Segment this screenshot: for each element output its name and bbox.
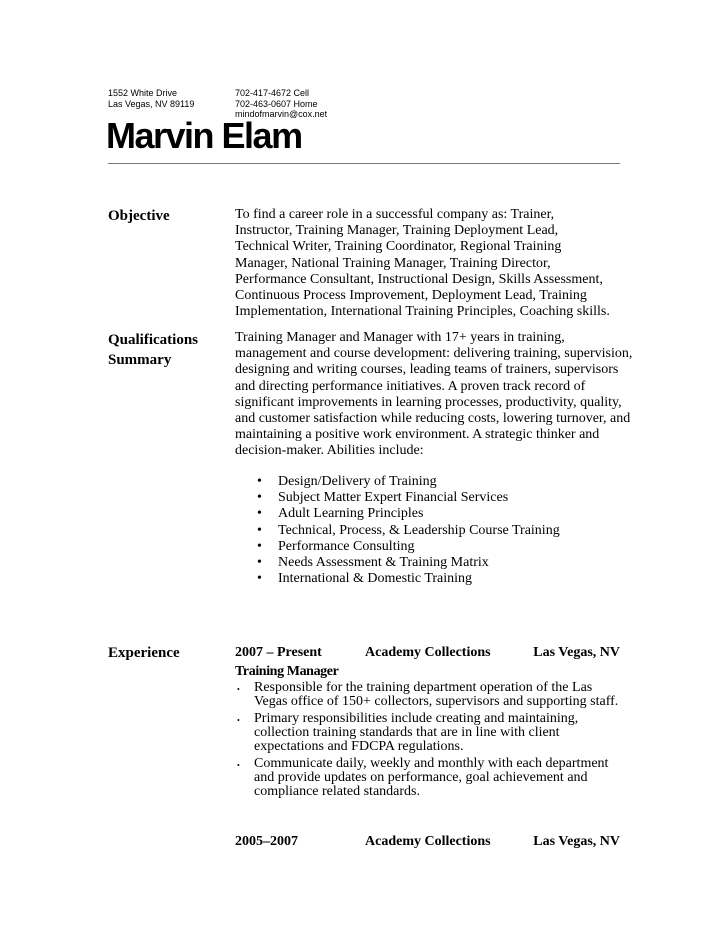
experience-heading: Experience	[108, 645, 180, 661]
qualifications-heading-line: Summary	[108, 352, 172, 368]
responsibilities-list	[235, 681, 618, 802]
job-title: Training Manager	[235, 664, 339, 679]
qualifications-line: management and course development: delivering training, supervision,	[235, 346, 633, 362]
bullet-icon: •	[237, 716, 240, 725]
responsibility-line: expectations and FDCPA regulations.	[254, 739, 464, 754]
ability-item	[257, 506, 560, 522]
job-header	[235, 644, 620, 662]
ability-text: Subject Matter Expert Financial Services	[278, 490, 509, 506]
abilities-list	[257, 474, 560, 587]
email: mindofmarvin@cox.net	[235, 109, 328, 119]
resume-name: Marvin Elam	[106, 115, 302, 156]
objective-text	[235, 207, 625, 320]
qualifications-line: designing and writing courses, leading teams of trainers, supervisors	[235, 362, 619, 378]
responsibility-item	[235, 712, 618, 754]
qualifications-heading	[108, 330, 198, 370]
qualifications-line: and directing performance initiatives. A proven track record of	[235, 378, 586, 394]
responsibility-line: Vegas office of 150+ collectors, supervisors and supporting staff.	[254, 694, 619, 709]
responsibility-line: Communicate daily, weekly and monthly with each department	[254, 756, 609, 771]
responsibility-line: and provide updates on performance, goal achievement and	[254, 770, 588, 785]
objective-line: To find a career role in a successful company as: Trainer,	[235, 207, 555, 222]
phone-home: 702-463-0607 Home	[235, 98, 318, 109]
qualifications-line: decision-maker. Abilities include:	[235, 443, 424, 459]
bullet-icon: •	[257, 490, 262, 506]
responsibility-line: Responsible for the training department operation of the Las	[254, 680, 593, 695]
qualifications-line: significant improvements in learning processes, productivity, quality,	[235, 394, 622, 410]
address-line-1: 1552 White Drive	[108, 88, 178, 98]
job-location: Las Vegas, NV	[533, 834, 620, 849]
qualifications-line: Training Manager and Manager with 17+ years in training,	[235, 330, 565, 345]
objective-line: Performance Consultant, Instructional Design, Skills Assessment,	[235, 271, 603, 287]
bullet-icon: •	[257, 571, 262, 587]
objective-line: Implementation, International Training Principles, Coaching skills.	[235, 304, 610, 320]
header-divider	[108, 163, 620, 164]
ability-item	[257, 523, 560, 539]
job-location: Las Vegas, NV	[533, 645, 620, 660]
responsibility-line: compliance related standards.	[254, 784, 420, 799]
ability-item	[257, 539, 560, 555]
qualifications-line: and customer satisfaction while reducing costs, lowering turnover, and	[235, 411, 631, 427]
qualifications-line: maintaining a positive work environment. A strategic thinker and	[235, 427, 600, 443]
ability-item	[257, 474, 560, 490]
ability-text: Performance Consulting	[278, 538, 415, 554]
objective-line: Manager, National Training Manager, Training Director,	[235, 255, 551, 271]
job-dates: 2007 – Present	[235, 645, 322, 660]
qualifications-heading-line: Qualifications	[108, 332, 199, 348]
objective-line: Instructor, Training Manager, Training Deployment Lead,	[235, 223, 559, 239]
ability-item	[257, 490, 560, 506]
objective-line: Continuous Process Improvement, Deployment Lead, Training	[235, 288, 587, 304]
job-dates: 2005–2007	[235, 834, 298, 849]
bullet-icon: •	[257, 506, 262, 522]
contact-address	[108, 88, 194, 109]
responsibility-line: collection training standards that are in line with client	[254, 725, 560, 740]
ability-item	[257, 571, 560, 587]
qualifications-text	[235, 330, 633, 460]
job-company: Academy Collections	[365, 834, 491, 849]
ability-text: Design/Delivery of Training	[278, 474, 437, 489]
bullet-icon: •	[257, 522, 262, 538]
objective-line: Technical Writer, Training Coordinator, Regional Training	[235, 239, 562, 255]
ability-item	[257, 555, 560, 571]
responsibility-line: Primary responsibilities include creating and maintaining,	[254, 711, 579, 726]
job-header	[235, 833, 620, 851]
bullet-icon: •	[257, 555, 262, 571]
ability-text: Needs Assessment & Training Matrix	[278, 555, 489, 571]
address-line-2: Las Vegas, NV 89119	[108, 98, 195, 109]
bullet-icon: •	[257, 538, 262, 554]
bullet-icon: •	[257, 474, 262, 489]
ability-text: Adult Learning Principles	[278, 506, 424, 522]
phone-cell: 702-417-4672 Cell	[235, 88, 310, 98]
bullet-icon: •	[237, 761, 240, 770]
bullet-icon: •	[237, 685, 240, 694]
objective-heading: Objective	[108, 208, 170, 224]
job-company: Academy Collections	[365, 645, 491, 660]
responsibility-item	[235, 757, 618, 799]
ability-text: Technical, Process, & Leadership Course Training	[278, 522, 560, 538]
responsibility-item	[235, 681, 618, 709]
ability-text: International & Domestic Training	[278, 571, 473, 587]
